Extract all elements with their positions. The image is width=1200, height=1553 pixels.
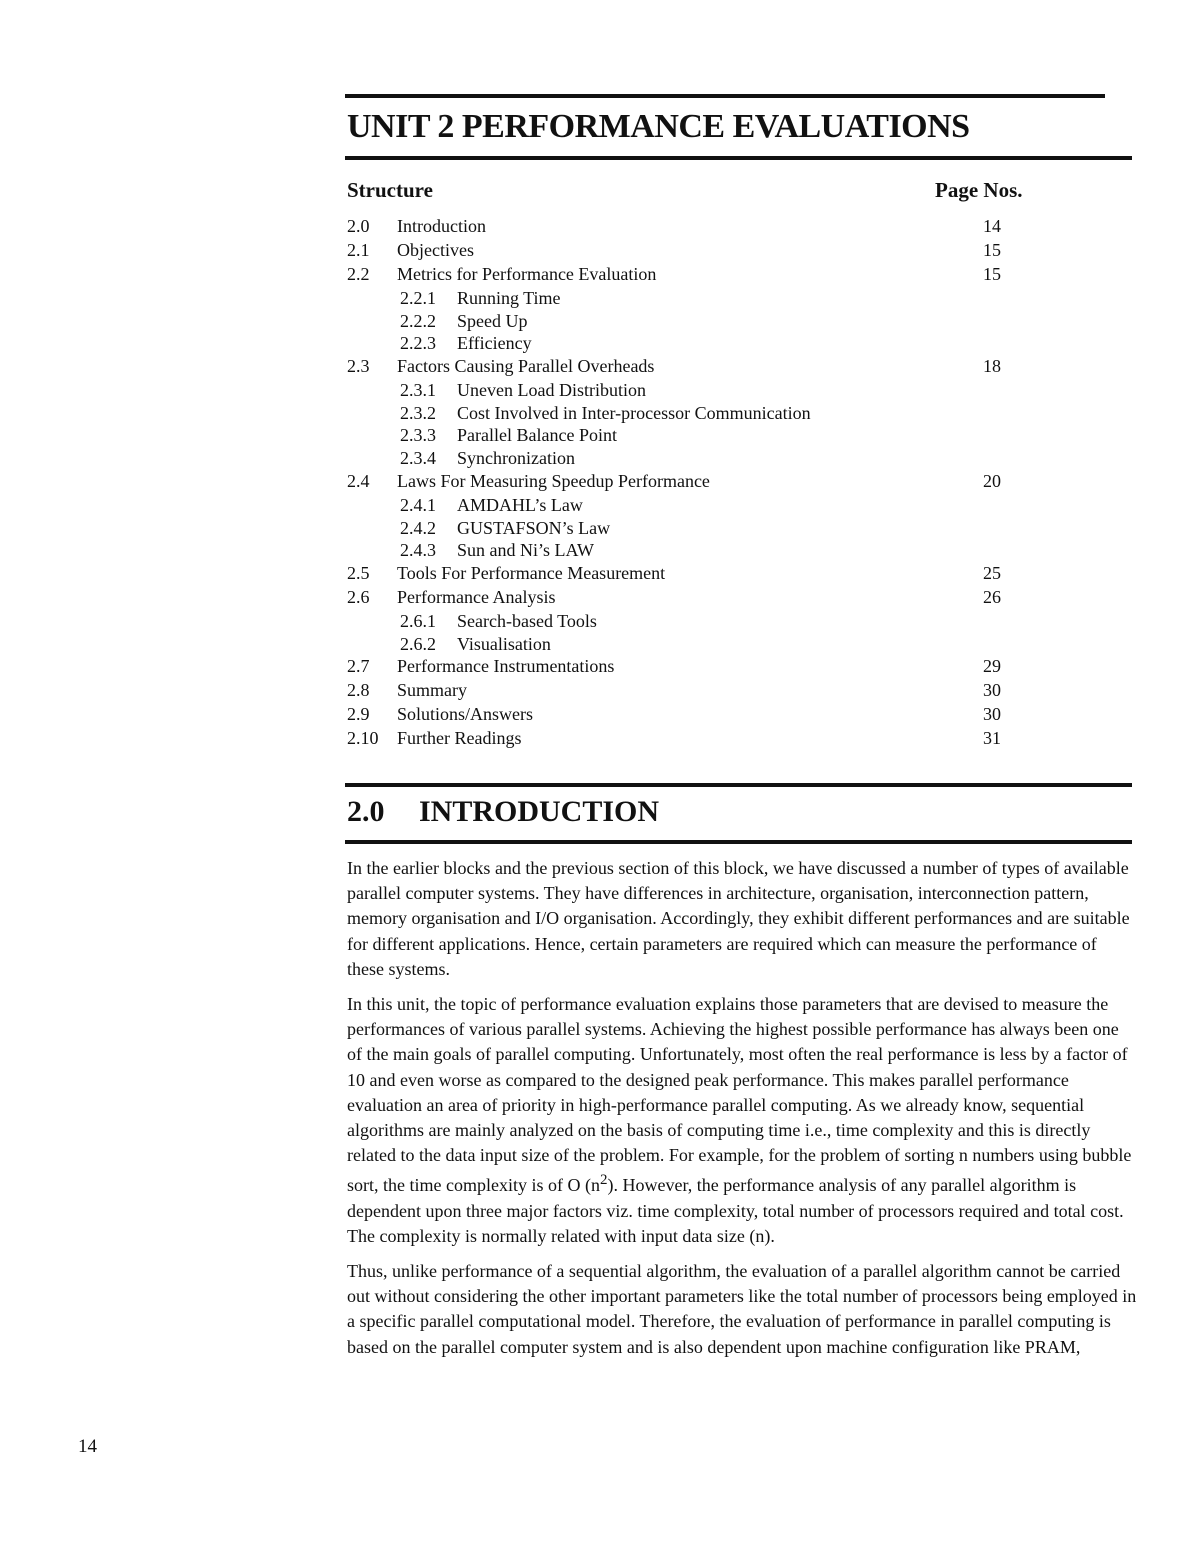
toc-number: 2.3 (347, 356, 370, 377)
toc-subitem (347, 424, 1047, 447)
toc-label: Metrics for Performance Evaluation (397, 264, 657, 284)
section-rule-bottom (345, 840, 1132, 844)
toc-number: 2.1 (347, 240, 370, 260)
toc-subitem (347, 633, 1047, 656)
toc-label: Performance Analysis (397, 586, 556, 607)
toc-number: 2.3.3 (400, 425, 436, 446)
toc-item (347, 562, 1047, 586)
paragraph-text: In the earlier blocks and the previous section of this block, we have discussed a number of types of available parallel computer systems. They have differences in architecture, organisation, interconnection pattern, memory organisation and I/O organisation. Accordingly, they exhibit different performances and are suitable for different applications. Hence, certain parameters are required which can measure the performance of these systems. (347, 858, 1130, 979)
toc-subitem (347, 310, 1047, 333)
toc-number: 2.2 (347, 264, 370, 284)
toc-label: Summary (397, 680, 467, 701)
toc-subitem (347, 494, 1047, 517)
toc-subitem (347, 332, 1047, 355)
toc-subitem (347, 379, 1047, 402)
toc-subitem (347, 447, 1047, 470)
paragraph-text: In this unit, the topic of performance evaluation explains those parameters that are devised to measure the performances of various parallel systems. Achieving the highest possible performance has always been one of the main goals of parallel computing. Unfortunately, most often the real performance is less by a factor of 10 and even worse as compared to the designed peak performance. This makes parallel performance evaluation an area of priority in high-performance parallel computing. As we already know, sequential algorithms are mainly analyzed on the basis of computing time i.e., time complexity and this is directly related to the data input size of the problem. For example, for the problem of sorting n numbers using bubble sort, the time complexity is of O (n (347, 994, 1132, 1196)
toc-label: GUSTAFSON’s Law (457, 517, 611, 538)
toc-number: 2.2.1 (400, 288, 436, 308)
toc-page: 15 (983, 264, 1001, 284)
toc-page: 30 (983, 704, 1001, 725)
toc-label: Efficiency (457, 333, 532, 354)
toc-label: Synchronization (457, 448, 575, 469)
toc-label: Speed Up (457, 310, 528, 331)
toc-number: 2.4 (347, 470, 370, 491)
toc-number: 2.3.4 (400, 448, 436, 469)
section-heading (347, 795, 659, 829)
toc-label: Sun and Ni’s LAW (457, 540, 595, 561)
toc-item (347, 355, 1047, 379)
toc-page: 25 (983, 562, 1001, 583)
toc-page: 26 (983, 586, 1001, 607)
toc-page: 20 (983, 470, 1001, 491)
toc-page: 15 (983, 240, 1001, 260)
toc-item (347, 239, 1047, 263)
paragraph-2 (347, 992, 1137, 1249)
toc-number: 2.5 (347, 562, 370, 583)
toc-page: 18 (983, 356, 1001, 377)
toc-number: 2.2.3 (400, 333, 436, 354)
toc-number: 2.6.1 (400, 610, 436, 631)
structure-heading: Structure (347, 178, 433, 202)
title-underline (345, 156, 1132, 160)
paragraph-text: Thus, unlike performance of a sequential algorithm, the evaluation of a parallel algorithm cannot be carried out without considering the other important parameters like the total number of processors being employed in a specific parallel computational model. Therefore, the evaluation of performance in parallel computing is based on the parallel computer system and is also dependent upon machine configuration like PRAM, (347, 1261, 1137, 1357)
toc-item (347, 727, 1047, 751)
paragraph-text: ). However, the performance analysis of any parallel algorithm is dependent upon three major factors viz. time complexity, total number of processors required and total cost. The complexity is normally related with input data size (n). (347, 1175, 1124, 1246)
toc-label: Introduction (397, 216, 486, 236)
toc-item (347, 586, 1047, 610)
toc-page: 30 (983, 680, 1001, 701)
toc-item (347, 263, 1047, 287)
toc-number: 2.4.3 (400, 540, 436, 561)
toc-number: 2.7 (347, 656, 370, 677)
toc-label: Factors Causing Parallel Overheads (397, 356, 655, 377)
toc-number: 2.2.2 (400, 310, 436, 331)
toc-label: Running Time (457, 288, 561, 308)
toc-number: 2.9 (347, 704, 370, 725)
toc-subitem (347, 402, 1047, 425)
toc-label: Search-based Tools (457, 610, 597, 631)
toc-number: 2.10 (347, 728, 379, 749)
toc-subitem (347, 287, 1047, 310)
toc-subitem (347, 539, 1047, 562)
toc-label: Laws For Measuring Speedup Performance (397, 470, 710, 491)
toc-number: 2.6 (347, 586, 370, 607)
toc-item (347, 679, 1047, 703)
toc-label: Solutions/Answers (397, 704, 534, 725)
toc-number: 2.6.2 (400, 633, 436, 654)
toc-number: 2.3.1 (400, 380, 436, 401)
toc-number: 2.4.2 (400, 517, 436, 538)
toc-page: 14 (983, 216, 1001, 236)
toc-label: Visualisation (457, 633, 551, 654)
toc-label: Objectives (397, 240, 474, 260)
toc-label: Uneven Load Distribution (457, 380, 646, 401)
toc-page: 29 (983, 656, 1001, 677)
toc-label: Further Readings (397, 728, 522, 749)
toc-label: AMDAHL’s Law (457, 494, 583, 515)
toc-item (347, 703, 1047, 727)
top-rule (345, 94, 1105, 98)
paragraph-1 (347, 856, 1137, 982)
table-of-contents (347, 215, 1047, 751)
toc-number: 2.4.1 (400, 494, 436, 515)
unit-title: UNIT 2 PERFORMANCE EVALUATIONS (347, 108, 970, 145)
toc-label: Parallel Balance Point (457, 425, 617, 446)
section-rule-top (345, 783, 1132, 787)
page-number: 14 (78, 1436, 97, 1457)
body-text (347, 856, 1137, 1370)
section-title: INTRODUCTION (419, 795, 660, 828)
toc-item (347, 215, 1047, 239)
toc-number: 2.0 (347, 216, 370, 236)
toc-item (347, 655, 1047, 679)
paragraph-3 (347, 1259, 1137, 1360)
toc-number: 2.8 (347, 680, 370, 701)
section-number: 2.0 (347, 795, 385, 828)
toc-label: Performance Instrumentations (397, 656, 615, 677)
toc-label: Tools For Performance Measurement (397, 562, 666, 583)
toc-subitem (347, 610, 1047, 633)
toc-number: 2.3.2 (400, 402, 436, 423)
toc-subitem (347, 517, 1047, 540)
page-nos-heading: Page Nos. (935, 178, 1023, 202)
toc-page: 31 (983, 728, 1001, 749)
toc-item (347, 470, 1047, 494)
superscript: 2 (599, 1172, 608, 1189)
toc-label: Cost Involved in Inter-processor Communication (457, 402, 811, 423)
